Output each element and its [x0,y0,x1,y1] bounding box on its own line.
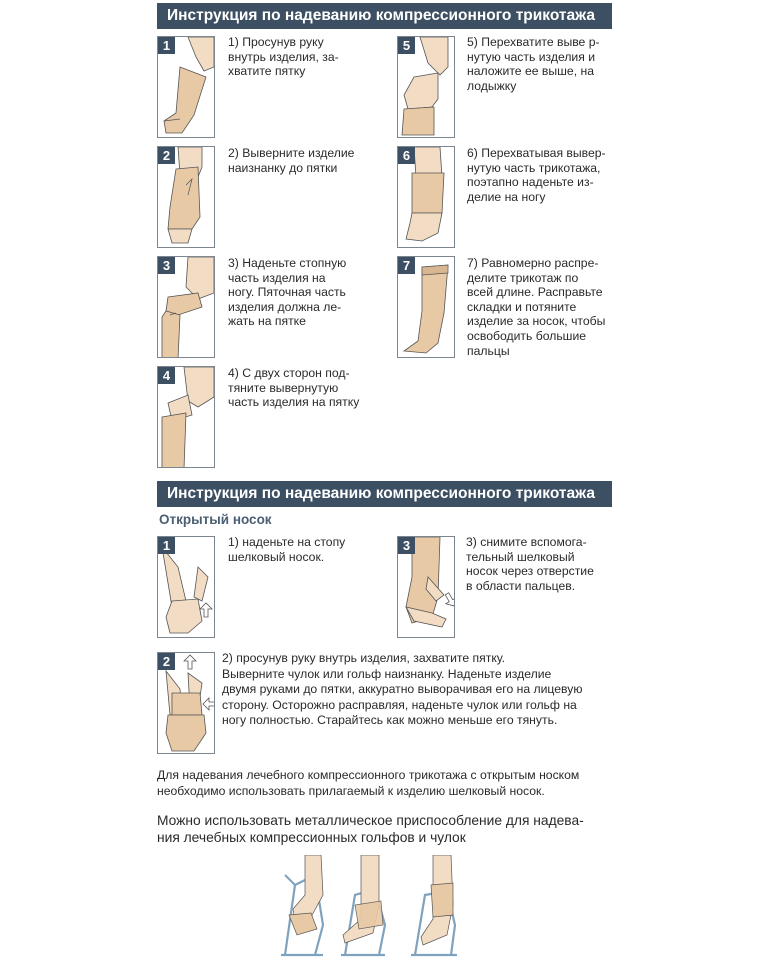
stocking-donner-illustration [275,855,480,959]
step3-text: 3) Наденьте стопную часть изделия на ногу. Пяточная часть изделия должна ле- жать на пятке [228,256,347,329]
open-toe-step1-number: 1 [158,537,175,554]
open-toe-step1-illustration [157,536,215,638]
open-toe-step3-number: 3 [398,537,415,554]
step1-text: 1) Просунув руку внутрь изделия, за- хватите пятку [228,35,339,79]
step4-number: 4 [158,367,175,384]
step4-text: 4) С двух сторон под- тяните вывернутую часть изделия на пятку [228,366,360,410]
step1-illustration [157,36,215,138]
section2-title: Инструкция по надеванию компрессионного трикотажа [157,481,612,507]
open-toe-step2-number: 2 [158,653,175,670]
step7-illustration [397,256,455,358]
step5-illustration [397,36,455,138]
step6-illustration [397,146,455,248]
open-toe-step2-illustration [157,652,215,754]
step2-illustration [157,146,215,248]
step5-number: 5 [398,37,415,54]
step3-number: 3 [158,257,175,274]
step7-number: 7 [398,257,415,274]
step6-text: 6) Перехватывая вывер- нутую часть трикотажа, поэтапно наденьте из- делие на ногу [467,146,606,204]
open-toe-step3-text: 3) снимите вспомога- тельный шелковый носок через отверстие в области пальцев. [466,535,594,593]
device-text: Можно использовать металлическое приспособление для надева- ния лечебных компрессионных гольфов и чулок [157,813,584,845]
step4-illustration [157,366,215,468]
open-toe-step3-illustration [397,536,455,638]
step1-number: 1 [158,37,175,54]
step2-text: 2) Выверните изделие наизнанку до пятки [228,146,355,175]
section1-title: Инструкция по надеванию компрессионного трикотажа [157,3,612,29]
open-toe-step2-text: 2) просунув руку внутрь изделия, захватите пятку. Выверните чулок или гольф наизнанку. Наденьте изделие двумя руками до пятки, аккуратно выворачивая его на лицевую сторону. Осторожно расправляя, наденьте чулок или гольф на ногу полностью. Старайтесь как можно меньше его тянуть. [222,651,583,728]
step7-text: 7) Равномерно распре- делите трикотаж по всей длине. Расправьте складки и потяните изделие за носок, чтобы освободить большие пальцы [467,256,606,358]
step3-illustration [157,256,215,358]
step6-number: 6 [398,147,415,164]
open-toe-subtitle: Открытый носок [159,512,272,527]
step5-text: 5) Перехватите выве р- нутую часть изделия и наложите ее выше, на лодыжку [467,35,600,93]
open-toe-note: Для надевания лечебного компрессионного трикотажа с открытым носком необходимо использовать прилагаемый к изделию шелковый носок. [157,768,580,798]
open-toe-step1-text: 1) наденьте на стопу шелковый носок. [228,535,346,564]
step2-number: 2 [158,147,175,164]
